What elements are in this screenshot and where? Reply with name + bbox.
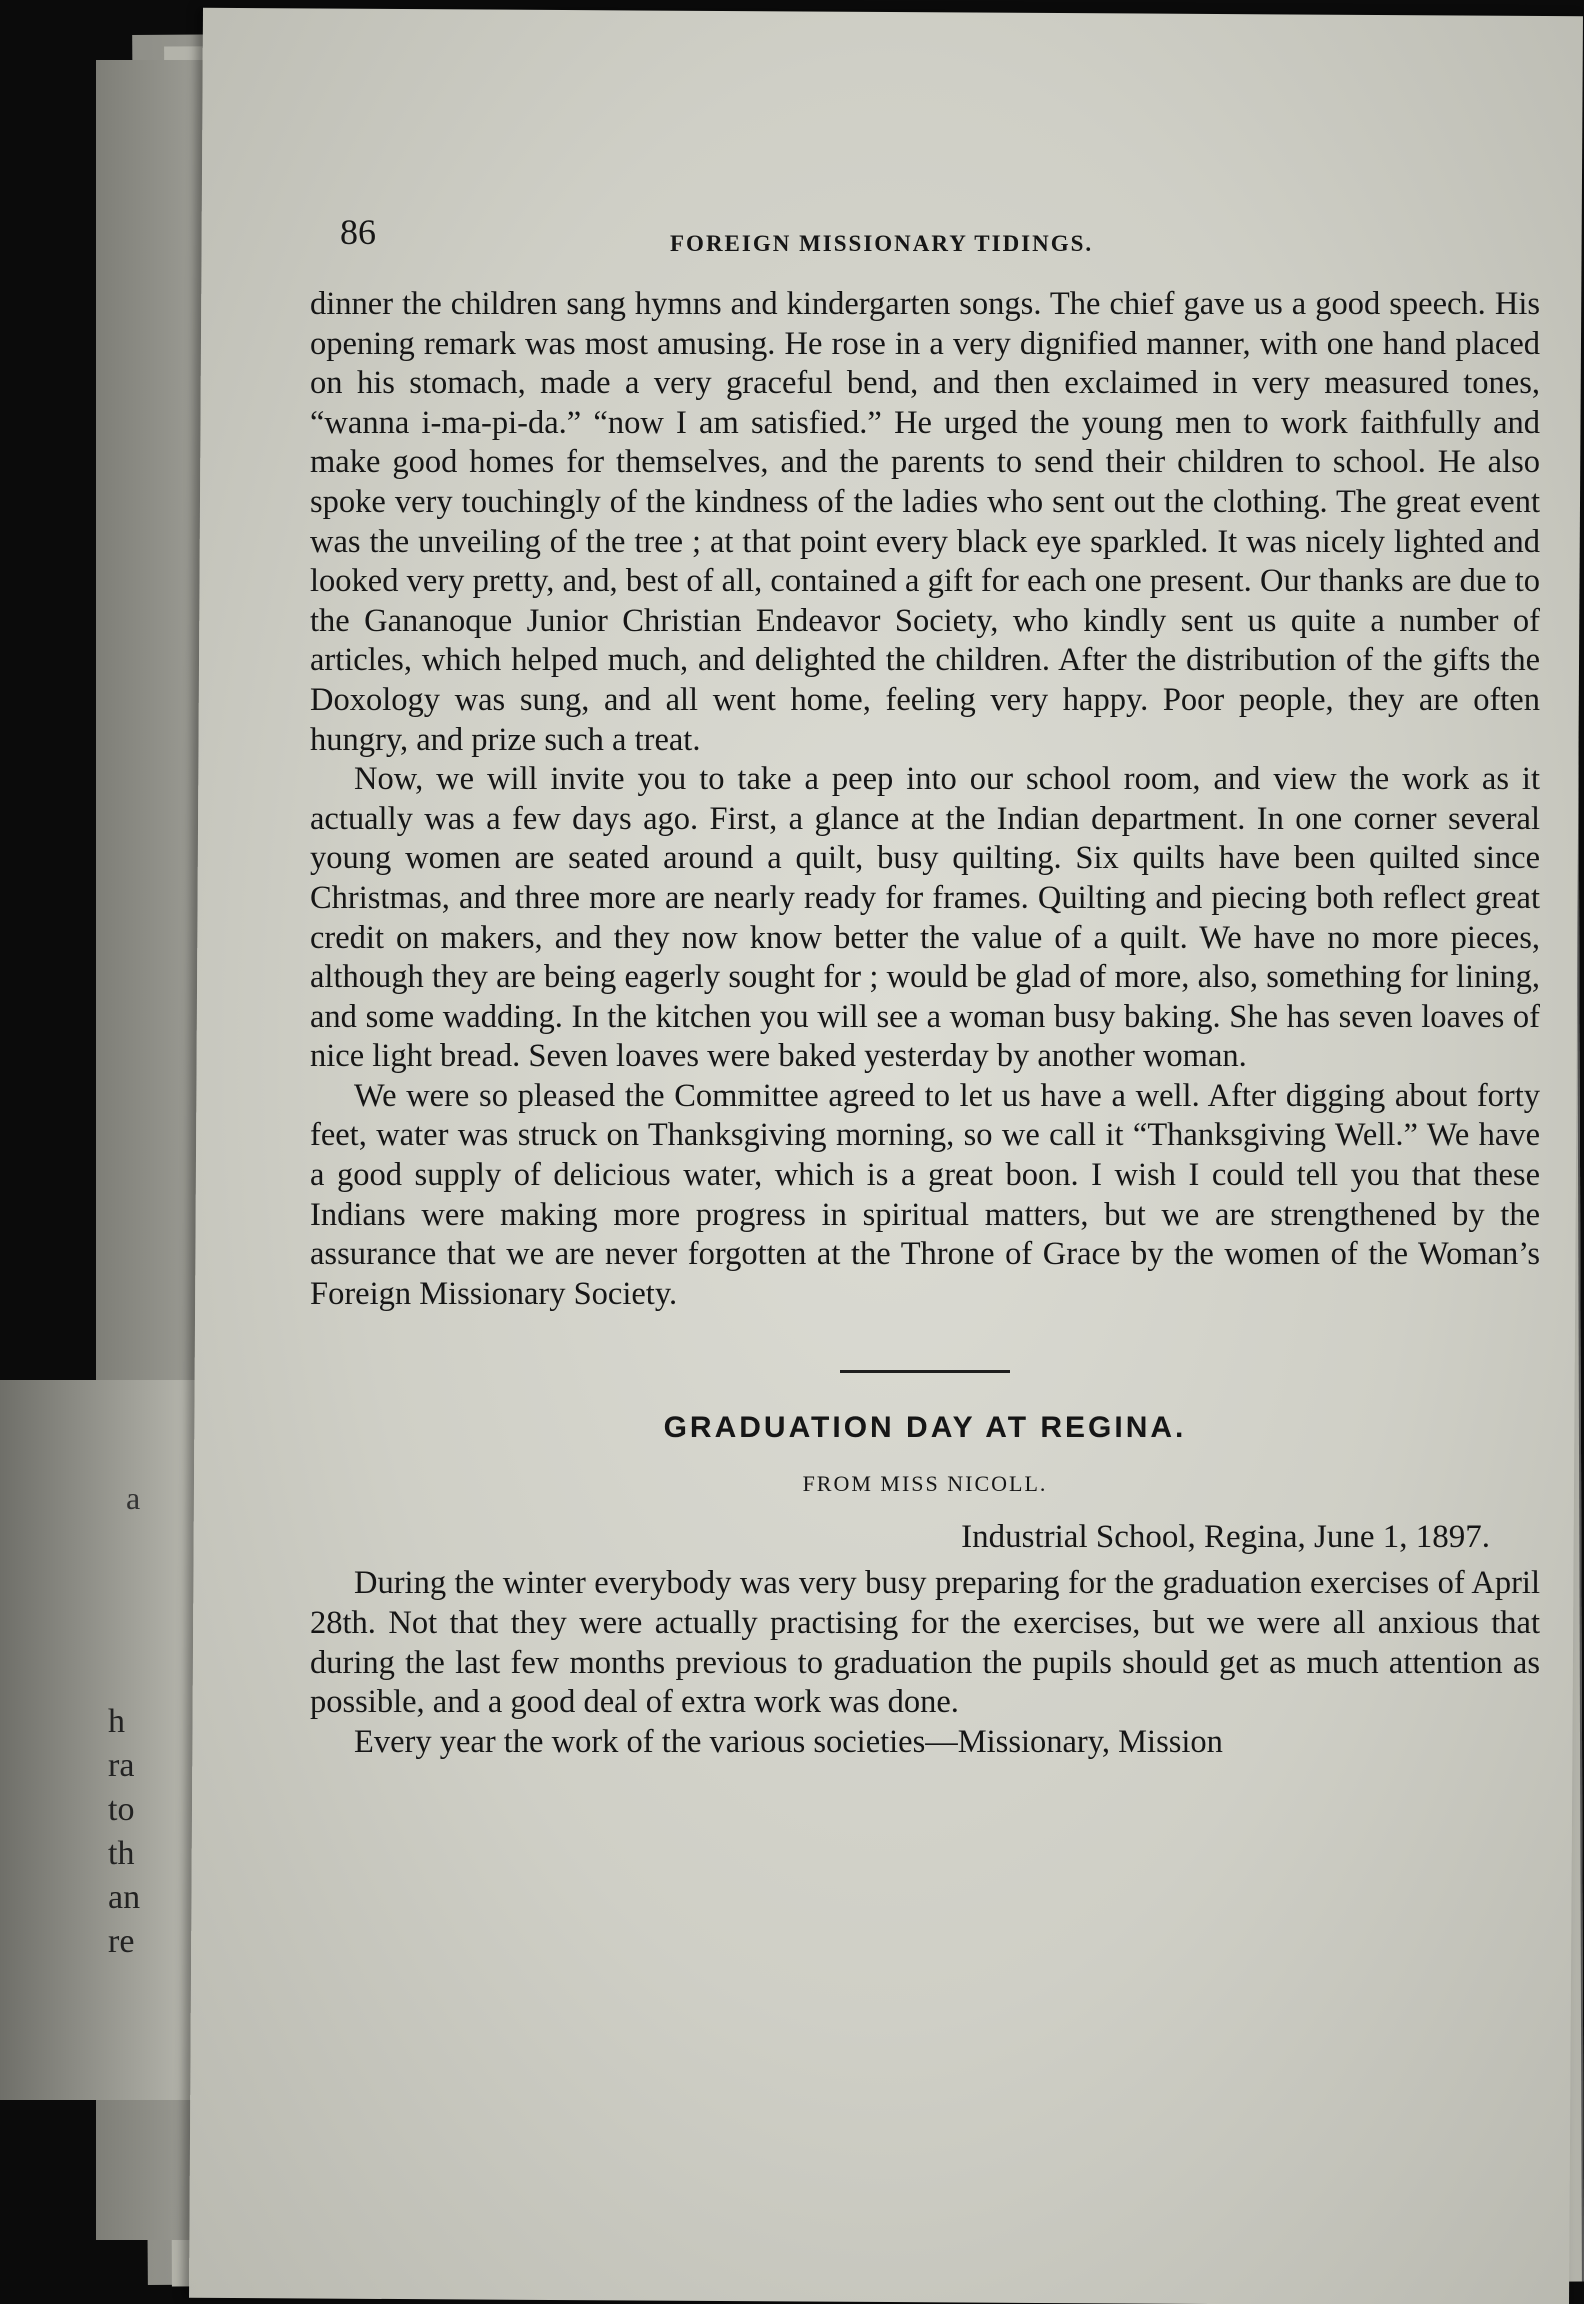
paragraph: Every year the work of the various societies—Missionary, Mission: [354, 1723, 1223, 1760]
byline: FROM MISS NICOLL.: [802, 1471, 1048, 1497]
paragraph: Now, we will invite you to take a peep into our school room, and view the work as it actually was a few days ago. First, a glance at the Indian department. In one corner several young women are seated around a quilt, busy quilting. Six quilts have been quilted since Christmas, and three more are nearly ready for frames. Quilting and piecing both reflect great credit on makers, and they now know better the value of a quilt. We have no more pieces, although they are being eagerly sought for ; would be glad of more, also, something for lining, and some wadding. In the kitchen you will see a woman busy baking. She has seven loaves of nice light bread. Seven loaves were baked yesterday by another woman.: [310, 761, 1540, 1075]
article-body: [310, 1564, 1540, 1762]
underlying-page-fragment: [108, 1700, 158, 1964]
underlying-page-letter: a: [126, 1480, 141, 1516]
fragment-line: ra: [108, 1747, 135, 1784]
page-content: [310, 205, 1540, 1762]
fragment-line: h: [108, 1703, 125, 1740]
fragment-line: an: [108, 1879, 141, 1916]
section-divider: [840, 1370, 1010, 1373]
page-header: [310, 205, 1540, 285]
fragment-line: th: [108, 1835, 135, 1872]
fragment-line: re: [108, 1923, 135, 1960]
section-title: GRADUATION DAY AT REGINA.: [663, 1411, 1187, 1445]
paragraph: During the winter everybody was very busy preparing for the graduation exercises of April 28th. Not that they were actually practising for the exercises, but we were all anxious that during the last few months previous to graduation the pupils should get as much attention as possible, and a good deal of extra work was done.: [310, 1565, 1540, 1721]
fragment-line: to: [108, 1791, 135, 1828]
paragraph: dinner the children sang hymns and kindergarten songs. The chief gave us a good speech. His opening remark was most amusing. He rose in a very dignified manner, with one hand placed on his stomach, made a very graceful bend, and then exclaimed in very measured tones, “wanna i-ma-pi-da.” “now I am satisfied.” He urged the young men to work faithfully and make good homes for themselves, and the parents to send their children to school. He also spoke very touchingly of the kindness of the ladies who sent out the clothing. The great event was the unveiling of the tree ; at that point every black eye sparkled. It was nicely lighted and looked very pretty, and, best of all, contained a gift for each one present. Our thanks are due to the Gananoque Junior Christian Endeavor Society, who kindly sent us quite a number of articles, which helped much, and delighted the children. After the distribution of the gifts the Doxology was sung, and all went home, feeling very happy. Poor people, they are often hungry, and prize such a treat.: [310, 286, 1540, 758]
dateline: Industrial School, Regina, June 1, 1897.: [961, 1519, 1490, 1556]
running-head: FOREIGN MISSIONARY TIDINGS.: [670, 231, 1094, 256]
page-edge: [0, 1380, 202, 2100]
article-body: [310, 285, 1540, 1314]
page-number: 86: [340, 212, 376, 252]
paragraph: We were so pleased the Committee agreed to let us have a well. After digging about forty feet, water was struck on Thanksgiving morning, so we call it “Thanksgiving Well.” We have a good supply of delicious water, which is a great boon. I wish I could tell you that these Indians were making more progress in spiritual matters, but we are strengthened by the assurance that we are never forgotten at the Throne of Grace by the women of the Woman’s Foreign Missionary Society.: [310, 1077, 1540, 1312]
